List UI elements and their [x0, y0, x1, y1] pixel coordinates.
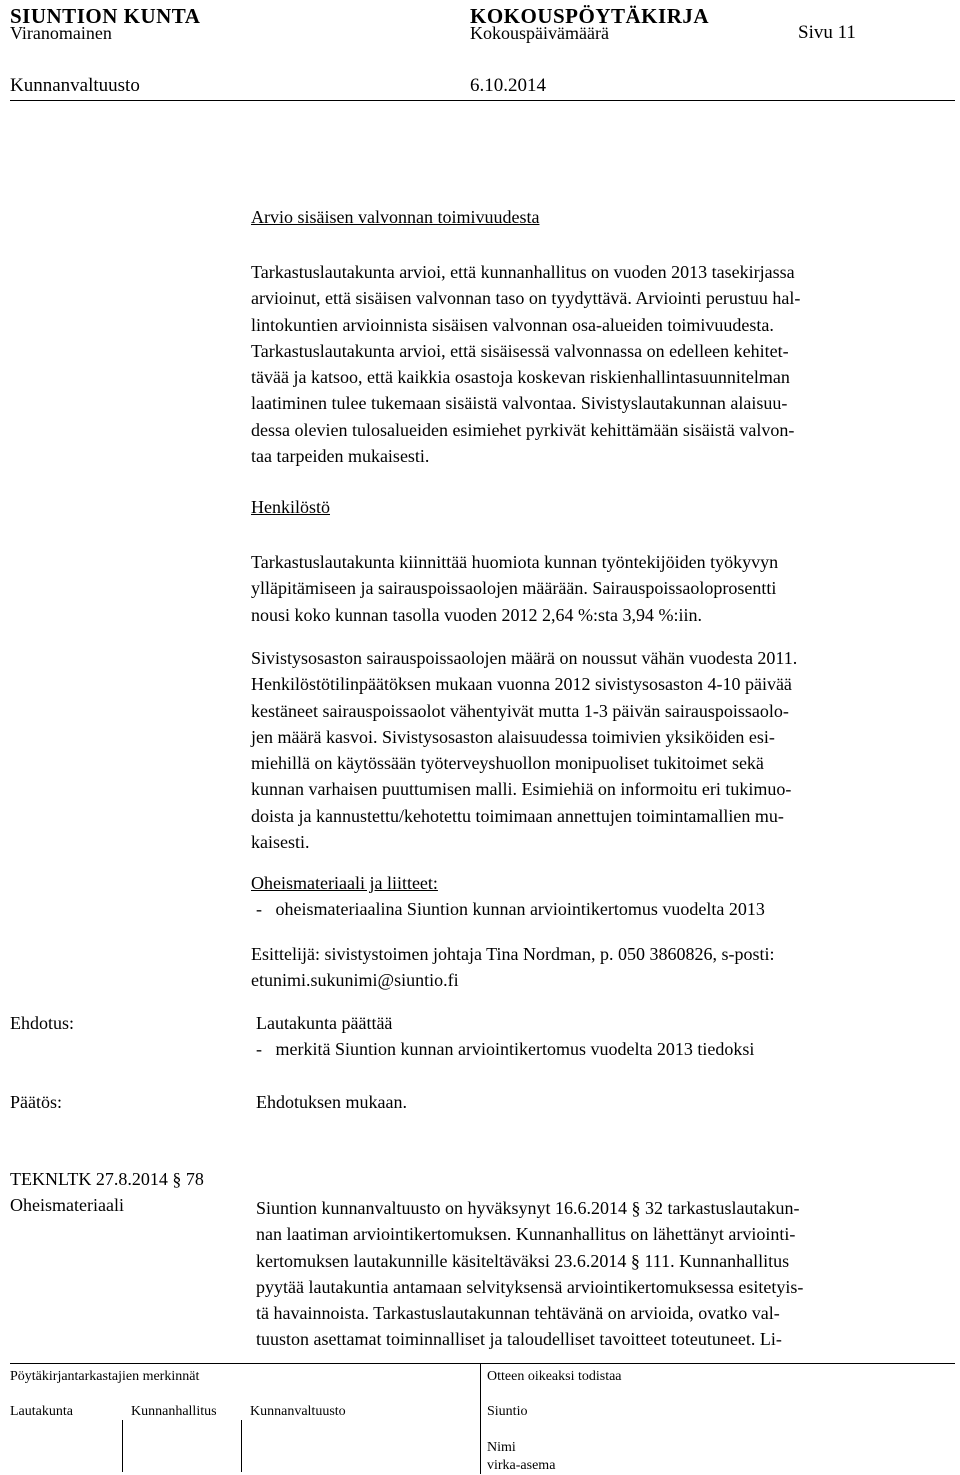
text-line: kestäneet sairauspoissaolot vähentyivät mutta 1-3 päivän sairauspoissaolo-	[251, 700, 789, 721]
header-rule	[10, 100, 955, 101]
certified-label: Otteen oikeaksi todistaa	[487, 1369, 622, 1384]
authority-label: Viranomainen	[10, 23, 112, 43]
tekn-reference: TEKNLTK 27.8.2014 § 78	[10, 1169, 204, 1189]
text-line: nan laatiman arviointikertomuksen. Kunnanhallitus on lähettänyt arviointi-	[256, 1224, 796, 1245]
personnel-paragraph-1	[251, 549, 951, 628]
footer-col-board: Lautakunta	[10, 1404, 73, 1419]
text-line: pyytää lautakuntia antamaan selvityksensä arviointikertomuksessa esitetyis-	[256, 1276, 804, 1297]
section-title-personnel: Henkilöstö	[251, 497, 330, 517]
page-number: Sivu 11	[798, 22, 856, 43]
text-line: kaisesti.	[251, 832, 310, 853]
meeting-date: 6.10.2014	[470, 75, 546, 96]
text-line: kunnan varhaisen puuttumisen malli. Esimiehiä on informoitu eri tukimuo-	[251, 779, 792, 800]
proposal-text: Lautakunta päättää	[256, 1013, 393, 1033]
text-line: nousi koko kunnan tasolla vuoden 2012 2,64 %:sta 3,94 %:iin.	[251, 604, 702, 625]
footer-divider	[480, 1364, 481, 1474]
text-line: jen määrä kasvoi. Sivistysosaston alaisuudessa toimivien yksiköiden esi-	[251, 726, 775, 747]
text-line: doista ja kannustettu/kehotettu toimimaan annettujen toimintamallien mu-	[251, 805, 784, 826]
footer-position-label: virka-asema	[487, 1458, 556, 1473]
document-type: KOKOUSPÖYTÄKIRJA	[470, 4, 710, 28]
text-line: Esittelijä: sivistystoimen johtaja Tina Nordman, p. 050 3860826, s-posti:	[251, 944, 775, 964]
decision-label: Päätös:	[10, 1092, 62, 1112]
text-line: tä havainnoista. Tarkastuslautakunnan tehtävänä on arvioida, ovatko val-	[256, 1303, 780, 1324]
internal-control-paragraph	[251, 259, 951, 469]
org-name: SIUNTION KUNTA	[10, 4, 201, 28]
text-line: tuuston asettamat toiminnalliset ja taloudelliset tavoitteet toteutuneet. Li-	[256, 1329, 782, 1350]
footer-col-executive: Kunnanhallitus	[131, 1404, 217, 1419]
tekn-paragraph	[256, 1195, 956, 1353]
presenter-info	[251, 941, 951, 994]
text-line: Henkilöstötilinpäätöksen mukaan vuonna 2012 sivistysosaston 4-10 päivää	[251, 674, 792, 695]
footer-col-council: Kunnanvaltuusto	[250, 1404, 346, 1419]
attachment-material-label: Oheismateriaali	[10, 1195, 124, 1215]
text-line: miehillä on käytössään työterveyshuollon monipuoliset tukitoimet sekä	[251, 753, 764, 774]
text-line: taa tarpeiden mukaisesti.	[251, 446, 430, 467]
proposal-label: Ehdotus:	[10, 1013, 75, 1033]
attachment-item: - oheismateriaalina Siuntion kunnan arviointikertomus vuodelta 2013	[256, 899, 765, 919]
text-line: Siuntion kunnanvaltuusto on hyväksynyt 16.6.2014 § 32 tarkastuslautakun-	[256, 1198, 800, 1218]
text-line: dessa olevien tulosalueiden esimiehet pyrkivät kehittämään sisäistä valvon-	[251, 419, 795, 440]
text-line: Sivistysosaston sairauspoissaolojen määrä on noussut vähän vuodesta 2011.	[251, 648, 798, 668]
footer-divider	[122, 1420, 123, 1472]
text-line: tävää ja katsoo, että kaikkia osastoja koskevan riskienhallintasuunnitelman	[251, 367, 790, 388]
proposal-item: - merkitä Siuntion kunnan arviointikertomus vuodelta 2013 tiedoksi	[256, 1039, 755, 1059]
text-line: kertomuksen lautakunnille käsiteltäväksi 23.6.2014 § 111. Kunnanhallitus	[256, 1250, 790, 1271]
footer-divider	[241, 1420, 242, 1472]
text-line: Tarkastuslautakunta kiinnittää huomiota kunnan työntekijöiden työkyvyn	[251, 552, 779, 572]
footer-place: Siuntio	[487, 1404, 528, 1419]
meeting-date-label: Kokouspäivämäärä	[470, 23, 609, 43]
text-line: etunimi.sukunimi@siuntio.fi	[251, 970, 459, 991]
text-line: ylläpitämiseen ja sairauspoissaolojen määrään. Sairauspoissaoloprosentti	[251, 578, 777, 599]
footer-rule	[10, 1363, 955, 1364]
text-line: lintokuntien arvioinnista sisäisen valvonnan osa-alueiden toimivuudesta.	[251, 314, 774, 335]
text-line: Tarkastuslautakunta arvioi, että kunnanhallitus on vuoden 2013 tasekirjassa	[251, 262, 795, 282]
footer-name-label: Nimi	[487, 1440, 516, 1455]
authority: Kunnanvaltuusto	[10, 75, 140, 96]
reviewer-marks-label: Pöytäkirjantarkastajien merkinnät	[10, 1369, 200, 1384]
section-title-internal-control: Arvio sisäisen valvonnan toimivuudesta	[251, 207, 540, 227]
decision-text: Ehdotuksen mukaan.	[256, 1092, 407, 1112]
text-line: laatiminen tulee tukemaan sisäistä valvontaa. Sivistyslautakunnan alaisuu-	[251, 393, 788, 414]
personnel-paragraph-2	[251, 645, 951, 855]
attachments-title: Oheismateriaali ja liitteet:	[251, 873, 438, 893]
text-line: Tarkastuslautakunta arvioi, että sisäisessä valvonnassa on edelleen kehitet-	[251, 340, 789, 361]
text-line: arvioinut, että sisäisen valvonnan taso on tyydyttävä. Arviointi perustuu hal-	[251, 288, 801, 309]
